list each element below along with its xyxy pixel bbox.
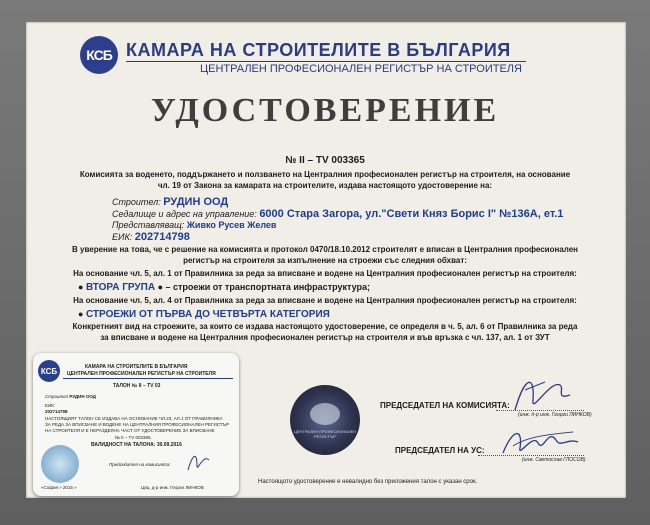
chair-board-label: ПРЕДСЕДАТЕЛ НА УС: [395, 446, 485, 455]
intro-line-2: чл. 19 от Закона за камарата на строителите, издава настоящото удостоверение на: [157, 181, 493, 190]
card-validity: ВАЛИДНОСТ НА ТАЛОНА: 30.09.2016 [91, 442, 182, 448]
seal-text: ЦЕНТРАЛЕН ПРОФЕСИОНАЛЕН РЕГИСТЪР [293, 429, 357, 439]
chair-board-signature [498, 418, 583, 463]
card-ksb-logo: КСБ [38, 360, 60, 382]
card-eik-label: ЕИК: [45, 403, 56, 408]
builder-value: РУДИН ООД [163, 196, 229, 208]
hologram-sticker [41, 445, 79, 483]
card-builder-row [45, 394, 96, 399]
card-talon-number: ТАЛОН № II – TV 03 [113, 383, 161, 389]
group-bullet: ● [78, 282, 84, 292]
certificate-number: № II – TV 003365 [285, 155, 365, 166]
chair-commission-signature [505, 370, 575, 415]
card-eik-value: 202714798 [45, 409, 68, 414]
concrete-line-1: Конкретният вид на строежите, за които се издава настоящото удостоверение, се определя в ч. 5, ал. 6 от Правилника за реда [72, 322, 578, 331]
builder-label: Строител: [112, 197, 161, 207]
card-place-date: «София » 2015 » [41, 485, 77, 490]
card-registry: ЦЕНТРАЛЕН ПРОФЕСИОНАЛЕН РЕГИСТЪР НА СТРОИТЕЛЯ [67, 371, 216, 377]
decision-line-2: регистър на строителя за изпълнение на строежи със следния обхват: [183, 256, 467, 265]
organization-name: КАМАРА НА СТРОИТЕЛИТЕ В БЪЛГАРИЯ [126, 40, 511, 60]
eik-row [112, 231, 190, 243]
card-signature [183, 448, 213, 474]
basis-line-2: На основание чл. 5, ал. 4 от Правилника за реда за вписване и водене на Централния професионален регистър на строителя: [73, 296, 577, 305]
address-row [112, 208, 563, 220]
chair-commission-label: ПРЕДСЕДАТЕЛ НА КОМИСИЯТА: [380, 401, 510, 410]
category-name: СТРОЕЖИ ОТ ПЪРВА ДО ЧЕТВЪРТА КАТЕГОРИЯ [85, 309, 330, 320]
ksb-logo: КСБ [80, 36, 118, 74]
official-seal [290, 385, 360, 455]
chair-commission-name: (инж. д-р инж. Георги ЛИНКОВ) [518, 412, 592, 418]
talon-card [33, 353, 239, 496]
document-title: УДОСТОВЕРЕНИЕ [150, 92, 500, 129]
footnote: Настоящото удостоверение е невалидно без приложения талон с указан срок. [258, 479, 478, 485]
chair-board-name: (инж. Светослав ГЛОСОВ) [522, 457, 586, 463]
eik-label: ЕИК: [112, 232, 133, 242]
card-text-2: ЗА РЕДА ЗА ВПИСВАНЕ И ВОДЕНЕ НА ЦЕНТРАЛНИЯ ПРОФЕСИОНАЛЕН РЕГИСТЪР [45, 422, 230, 427]
category-row [78, 309, 330, 320]
card-cert-number: № II – TV 003365. [115, 435, 152, 440]
header-divider [126, 61, 526, 62]
group-name: ВТОРА ГРУПА [85, 282, 156, 293]
card-builder-label: Строител [45, 394, 69, 399]
basis-line-1: На основание чл. 5, ал. 1 от Правилника за реда за вписване и водене на Централния професионален регистър на строителя: [73, 269, 577, 278]
card-chair-label: Председател на комисията: [109, 462, 171, 467]
address-value: 6000 Стара Загора, ул."Свети Княз Борис I" №136А, ет.1 [259, 208, 564, 220]
card-chair-name: Цвц. д-р инж. Георги ЛИНКОВ [141, 485, 204, 490]
card-org: КАМАРА НА СТРОИТЕЛИТЕ В БЪЛГАРИЯ [85, 364, 188, 370]
eik-value: 202714798 [134, 231, 190, 243]
card-text-3: НА СТРОИТЕЛЯ И Е НЕРАЗДЕЛНА ЧАСТ ОТ УДОСТОВЕРЕНИЕ ЗА ВПИСВАНЕ [45, 428, 215, 433]
group-description: ● – строежи от транспортната инфраструктура; [157, 282, 371, 292]
representative-value: Живко Русев Желев [186, 220, 277, 230]
card-divider [63, 378, 233, 379]
representative-row [112, 220, 276, 230]
seal-emblem [310, 403, 340, 425]
registry-name: ЦЕНТРАЛЕН ПРОФЕСИОНАЛЕН РЕГИСТЪР НА СТРОИТЕЛЯ [200, 63, 522, 75]
concrete-line-2: за вписване и водене на Централния професионален регистър на строителя и във връзка с чл. 137, ал. 1 от ЗУТ [100, 333, 550, 342]
card-text-1: НАСТОЯЩИЯТ ТАЛОН СЕ ИЗДАВА НА ОСНОВАНИЕ ЧЛ.23, АЛ.1 ОТ ПРАВИЛНИКА [45, 416, 223, 421]
group-row [78, 282, 370, 293]
address-label: Седалище и адрес на управление: [112, 209, 257, 219]
card-builder-value: РУДИН ООД [69, 394, 96, 399]
intro-line-1: Комисията за воденето, поддържането и ползването на Централния професионален регистър на строителя, на основание [79, 170, 571, 179]
builder-row [112, 196, 228, 208]
representative-label: Представляващ: [112, 220, 185, 230]
category-bullet: ● [78, 309, 84, 319]
decision-line-1: В уверение на това, че с решение на комисията и протокол 0470/18.10.2012 строителят е вписан в Централния професионален [72, 245, 578, 254]
